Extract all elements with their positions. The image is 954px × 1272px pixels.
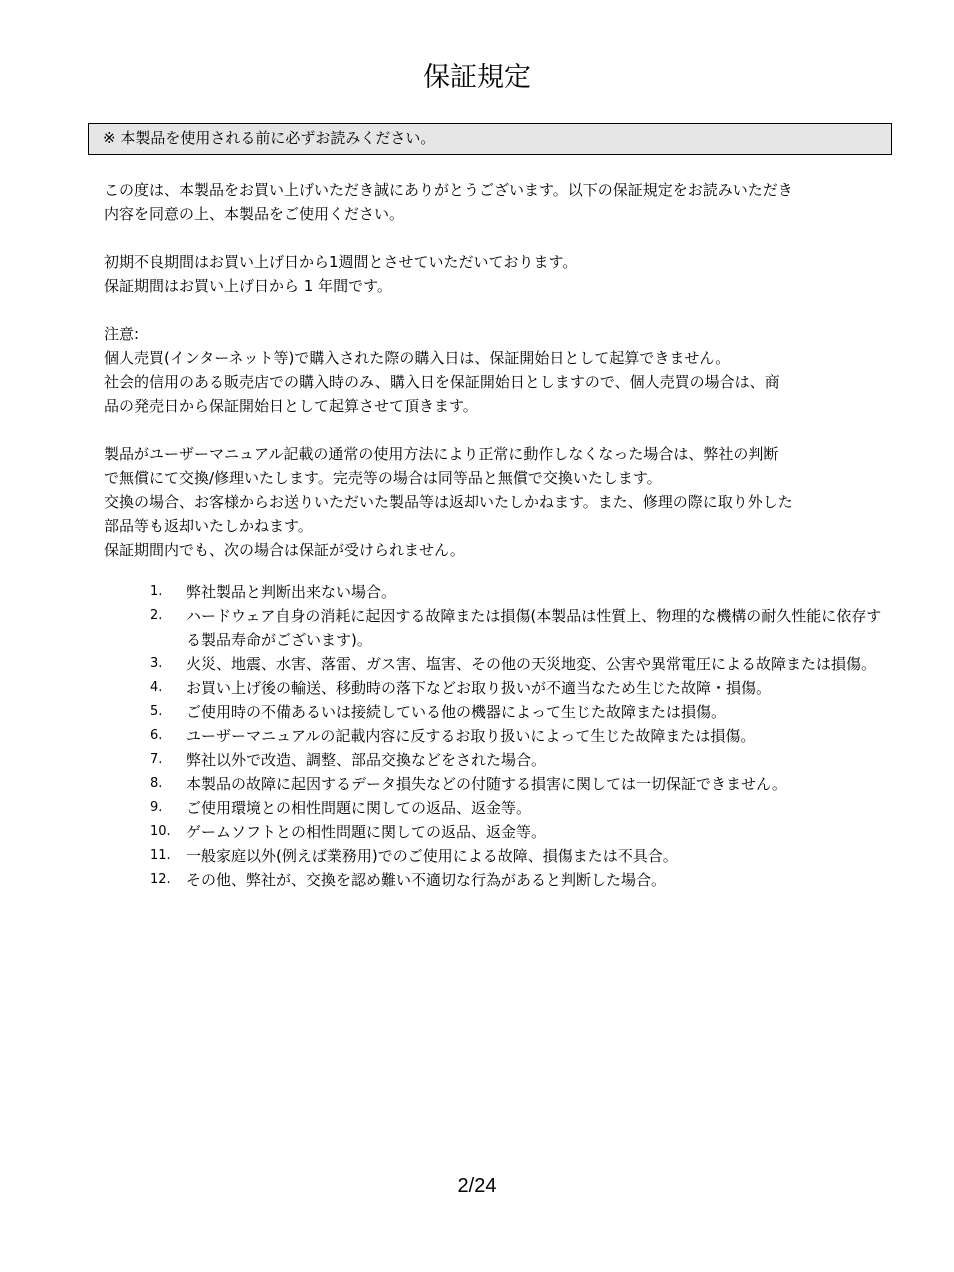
paragraph-line: 品の発売日から保証開始日として起算させて頂きます。 [104,397,478,415]
list-item [150,868,890,892]
list-number: 11. [150,848,171,863]
repair-policy-paragraph [104,442,894,562]
paragraph-line: 内容を同意の上、本製品をご使用ください。 [104,205,405,223]
paragraph-line: 個人売買(インターネット等)で購入された際の購入日は、保証開始日として起算できません。 [104,349,731,367]
list-item [150,676,890,700]
paragraph-line: で無償にて交換/修理いたします。完売等の場合は同等品と無償で交換いたします。 [104,469,662,487]
list-text: ハードウェア自身の消耗に起因する故障または損傷(本製品は性質上、物理的な機構の耐久性能に依存する製品寿命がございます)。 [186,607,882,649]
list-number: 12. [150,872,171,887]
list-number: 8. [150,776,163,791]
paragraph-line: 社会的信用のある販売店での購入時のみ、購入日を保証開始日としますので、個人売買の場合は、商 [104,373,780,391]
notice-box: ※ 本製品を使用される前に必ずお読みください。 [88,123,892,155]
list-number: 2. [150,608,163,623]
list-text: ユーザーマニュアルの記載内容に反するお取り扱いによって生じた故障または損傷。 [186,727,756,745]
list-text: 火災、地震、水害、落雷、ガス害、塩害、その他の天災地変、公害や異常電圧による故障または損傷。 [186,655,877,673]
list-text: ご使用環境との相性問題に関しての返品、返金等。 [186,799,532,817]
list-text: お買い上げ後の輸送、移動時の落下などお取り扱いが不適当なため生じた故障・損傷。 [186,679,772,697]
page-title: 保証規定 [423,62,531,93]
page-number: 2/24 [457,1175,497,1197]
paragraph-line: 保証期間はお買い上げ日から 1 年間です。 [104,277,392,295]
caution-paragraph [104,322,894,418]
list-item [150,796,890,820]
paragraph-line: 部品等も返却いたしかねます。 [104,517,313,535]
paragraph-line: この度は、本製品をお買い上げいただき誠にありがとうございます。以下の保証規定をお読みいただき [104,181,793,199]
list-text: ゲームソフトとの相性問題に関しての返品、返金等。 [186,823,547,841]
paragraph-line: 初期不良期間はお買い上げ日から1週間とさせていただいております。 [104,253,578,271]
list-text: 一般家庭以外(例えば業務用)でのご使用による故障、損傷または不具合。 [186,847,678,865]
paragraph-line: 保証期間内でも、次の場合は保証が受けられません。 [104,541,465,559]
list-number: 4. [150,680,163,695]
list-item [150,820,890,844]
exclusion-list [150,580,890,892]
list-text: その他、弊社が、交換を認め難い不適切な行為があると判断した場合。 [186,871,667,889]
list-number: 10. [150,824,171,839]
list-item [150,580,890,604]
list-item [150,604,890,652]
intro-paragraph [104,178,894,226]
warranty-period-paragraph [104,250,894,298]
list-text: ご使用時の不備あるいは接続している他の機器によって生じた故障または損傷。 [186,703,727,721]
list-item [150,652,890,676]
list-text: 弊社以外で改造、調整、部品交換などをされた場合。 [186,751,547,769]
list-item [150,844,890,868]
warranty-body [104,178,894,586]
list-text: 弊社製品と判断出来ない場合。 [186,583,397,601]
paragraph-line: 製品がユーザーマニュアル記載の通常の使用方法により正常に動作しなくなった場合は、弊社の判断 [104,445,779,463]
list-number: 1. [150,584,163,599]
list-item [150,724,890,748]
list-number: 9. [150,800,163,815]
paragraph-line: 交換の場合、お客様からお送りいただいた製品等は返却いたしかねます。また、修理の際に取り外した [104,493,793,511]
list-item [150,772,890,796]
list-number: 7. [150,752,163,767]
paragraph-line: 注意: [104,325,140,343]
list-number: 3. [150,656,163,671]
list-item [150,700,890,724]
list-item [150,748,890,772]
list-number: 5. [150,704,163,719]
list-text: 本製品の故障に起因するデータ損失などの付随する損害に関しては一切保証できません。 [186,775,787,793]
list-number: 6. [150,728,163,743]
